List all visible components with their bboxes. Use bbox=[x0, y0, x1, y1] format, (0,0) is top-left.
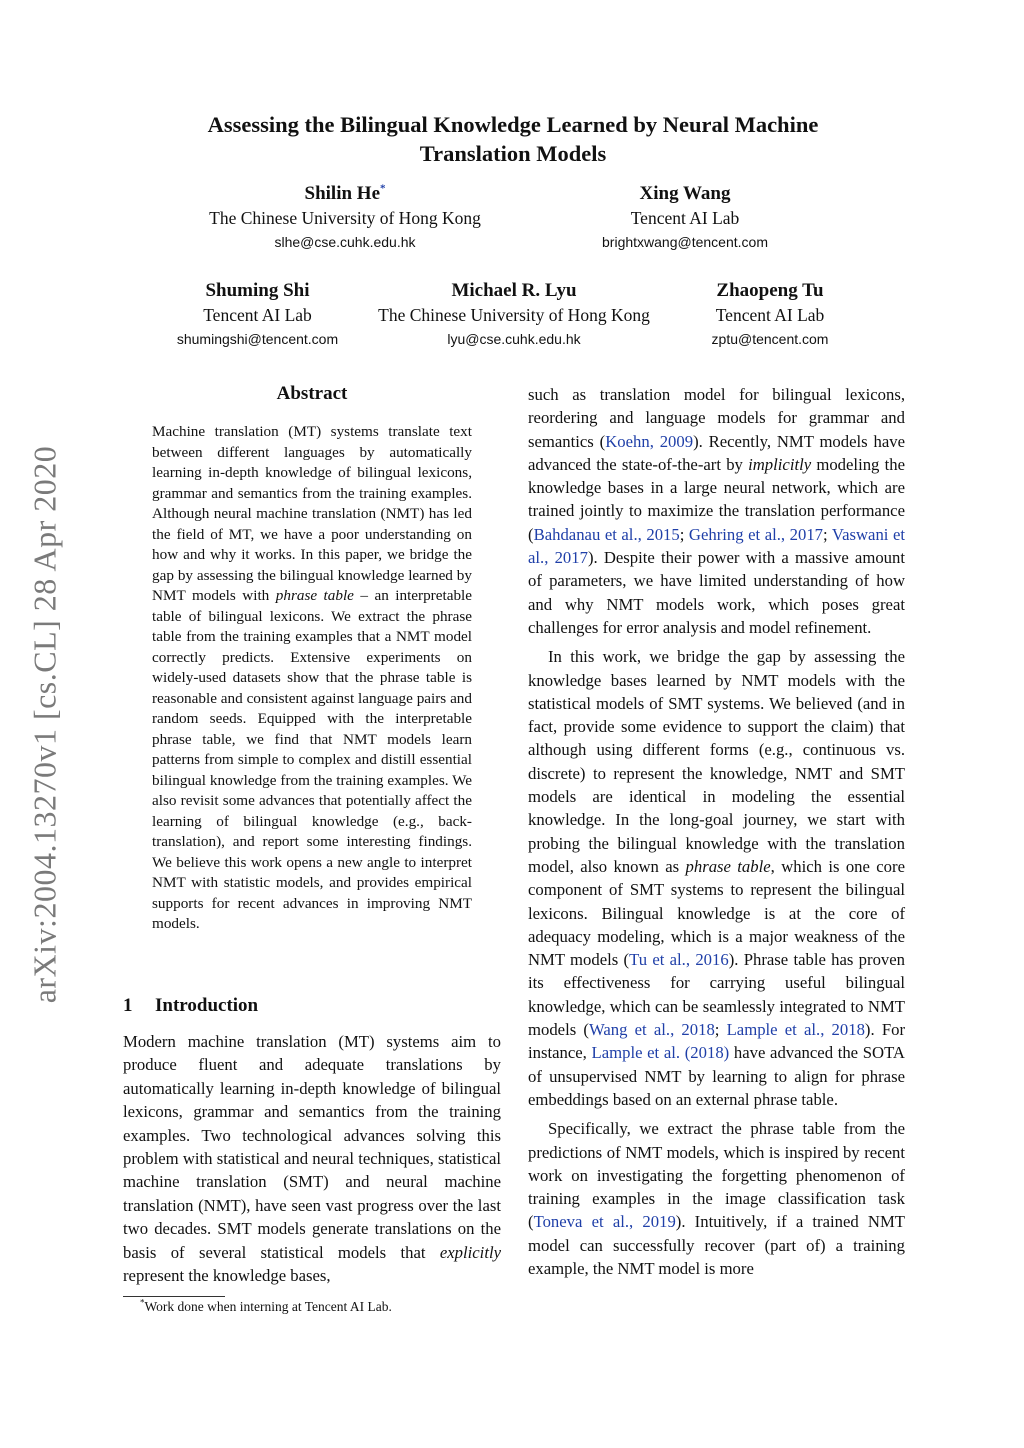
author-footnote-mark[interactable]: * bbox=[380, 182, 386, 195]
author-email: slhe@cse.cuhk.edu.hk bbox=[274, 234, 416, 250]
intro-left-column bbox=[123, 1030, 501, 1287]
arxiv-sidebar-stamp bbox=[0, 0, 90, 1448]
author-name: Michael R. Lyu bbox=[451, 280, 577, 301]
footnote-rule bbox=[123, 1296, 225, 1297]
abstract-heading: Abstract bbox=[276, 383, 348, 404]
author-affiliation: Tencent AI Lab bbox=[715, 305, 825, 325]
citation-link[interactable]: Lample et al., 2018 bbox=[726, 1020, 865, 1040]
author-email: shumingshi@tencent.com bbox=[176, 331, 339, 347]
author-email: zptu@tencent.com bbox=[711, 331, 829, 347]
author-name: Xing Wang bbox=[639, 183, 731, 204]
intro-right-column bbox=[528, 383, 905, 1286]
citation-link[interactable]: Vaswani et al., 2017 bbox=[528, 524, 906, 568]
author-affiliation: The Chinese University of Hong Kong bbox=[378, 305, 650, 325]
section-heading-introduction bbox=[123, 993, 503, 1019]
author-affiliation: The Chinese University of Hong Kong bbox=[209, 208, 481, 228]
author-block-3 bbox=[160, 279, 355, 351]
citation-link[interactable]: Tu et al., 2016 bbox=[629, 950, 729, 970]
citation-link[interactable]: Wang et al., 2018 bbox=[588, 1020, 715, 1040]
section-title: Introduction bbox=[155, 995, 259, 1016]
author-name: Shilin He* bbox=[304, 182, 386, 204]
citation-link[interactable]: Koehn, 2009 bbox=[605, 431, 694, 451]
paper-title bbox=[150, 110, 876, 168]
author-block-1 bbox=[170, 182, 520, 254]
intro-paragraph-3: Specifically, we extract the phrase table from the predictions of NMT models, which is inspired by recent work on investigating the forgetting phenomenon of training examples in the image classification task (Toneva et al., 2019). Intuitively, if a trained NMT model can successfully recover (part of) a training example, the NMT model is more bbox=[528, 1119, 906, 1278]
citation-link[interactable]: Toneva et al., 2019 bbox=[533, 1212, 676, 1232]
author-name: Zhaopeng Tu bbox=[716, 280, 824, 301]
citation-link[interactable]: Gehring et al., 2017 bbox=[688, 524, 824, 544]
author-block-5 bbox=[680, 279, 860, 351]
author-block-2 bbox=[560, 182, 810, 254]
author-name: Shuming Shi bbox=[205, 280, 310, 301]
footnote bbox=[140, 1298, 500, 1316]
arxiv-id: arXiv:2004.13270v1 [cs.CL] 28 Apr 2020 bbox=[26, 445, 63, 1003]
citation-link[interactable]: Lample et al. (2018) bbox=[591, 1043, 730, 1063]
intro-paragraph-2: In this work, we bridge the gap by assessing the knowledge bases learned by NMT models with the statistical models of SMT systems. We believed (and in fact, provide some evidence to support the claim) that although using different forms (e.g., continuous vs. discrete) to represent the knowledge, NMT and SMT models are identical in modeling the essential knowledge. In the long-goal journey, we start with probing the bilingual knowledge with the translation model, also known as phrase table, which is one core component of SMT systems to represent the bilingual lexicons. Bilingual knowledge is at the core of adequacy modeling, which is a major weakness of the NMT models (Tu et al., 2016). Phrase table has proven its effectiveness for carrying useful bilingual knowledge, which can be seamlessly integrated to NMT models (Wang et al., 2018; Lample et al., 2018). For instance, Lample et al. (2018) have advanced the SOTA of unsupervised NMT by learning to align for phrase embeddings based on an external phrase table. bbox=[528, 647, 906, 1109]
author-affiliation: Tencent AI Lab bbox=[630, 208, 740, 228]
author-email: brightxwang@tencent.com bbox=[602, 234, 768, 250]
abstract-body bbox=[152, 422, 472, 935]
citation-link[interactable]: Bahdanau et al., 2015 bbox=[533, 524, 680, 544]
author-block-4 bbox=[364, 279, 664, 351]
intro-paragraph: Modern machine translation (MT) systems aim to produce fluent and adequate translations by automatically learning in-depth knowledge of bilingual lexicons, grammar and semantics from the training examples. Two technological advances solving this problem with statistical and neural techniques, statistical machine translation (SMT) and neural machine translation (NMT), have seen vast progress over the last two decades. SMT models generate translations on the basis of several statistical models that explicitly represent the knowledge bases, bbox=[123, 1032, 501, 1286]
author-email: lyu@cse.cuhk.edu.hk bbox=[447, 331, 581, 347]
footnote-text: Work done when interning at Tencent AI Lab. bbox=[144, 1299, 392, 1314]
footnote-mark: * bbox=[140, 1297, 145, 1308]
title-line-1: Assessing the Bilingual Knowledge Learned by Neural Machine bbox=[207, 112, 819, 137]
intro-paragraph-1: such as translation model for bilingual lexicons, reordering and language models for grammar and semantics (Koehn, 2009). Recently, NMT models have advanced the state-of-the-art by implicitly modeling the knowledge bases in a large neural network, which are trained jointly to maximize the translation performance (Bahdanau et al., 2015; Gehring et al., 2017; Vaswani et al., 2017). Despite their power with a massive amount of parameters, we have limited understanding of how and why NMT models work, which poses great challenges for error analysis and model refinement. bbox=[528, 385, 906, 637]
section-number: 1 bbox=[123, 995, 133, 1016]
abstract-paragraph: Machine translation (MT) systems translate text between different languages by automatically learning in-depth knowledge of bilingual lexicons, grammar and semantics from the training examples. Although neural machine translation (NMT) has led the field of MT, we have a poor understanding on how and why it works. In this paper, we bridge the gap by assessing the bilingual knowledge learned by NMT models with phrase table – an interpretable table of bilingual lexicons. We extract the phrase table from the training examples that a NMT model correctly predicts. Extensive experiments on widely-used datasets show that the phrase table is reasonable and consistent against language pairs and random seeds. Equipped with the interpretable phrase table, we find that NMT models learn patterns from simple to complex and distill essential bilingual knowledge from the training examples. We also revisit some advances that potentially affect the learning of bilingual knowledge (e.g., back-translation), and report some interesting findings. We believe this work opens a new angle to interpret NMT with statistic models, and provides empirical supports for recent advances in improving NMT models. bbox=[152, 423, 472, 932]
author-affiliation: Tencent AI Lab bbox=[203, 305, 312, 325]
title-line-2: Translation Models bbox=[419, 141, 607, 166]
